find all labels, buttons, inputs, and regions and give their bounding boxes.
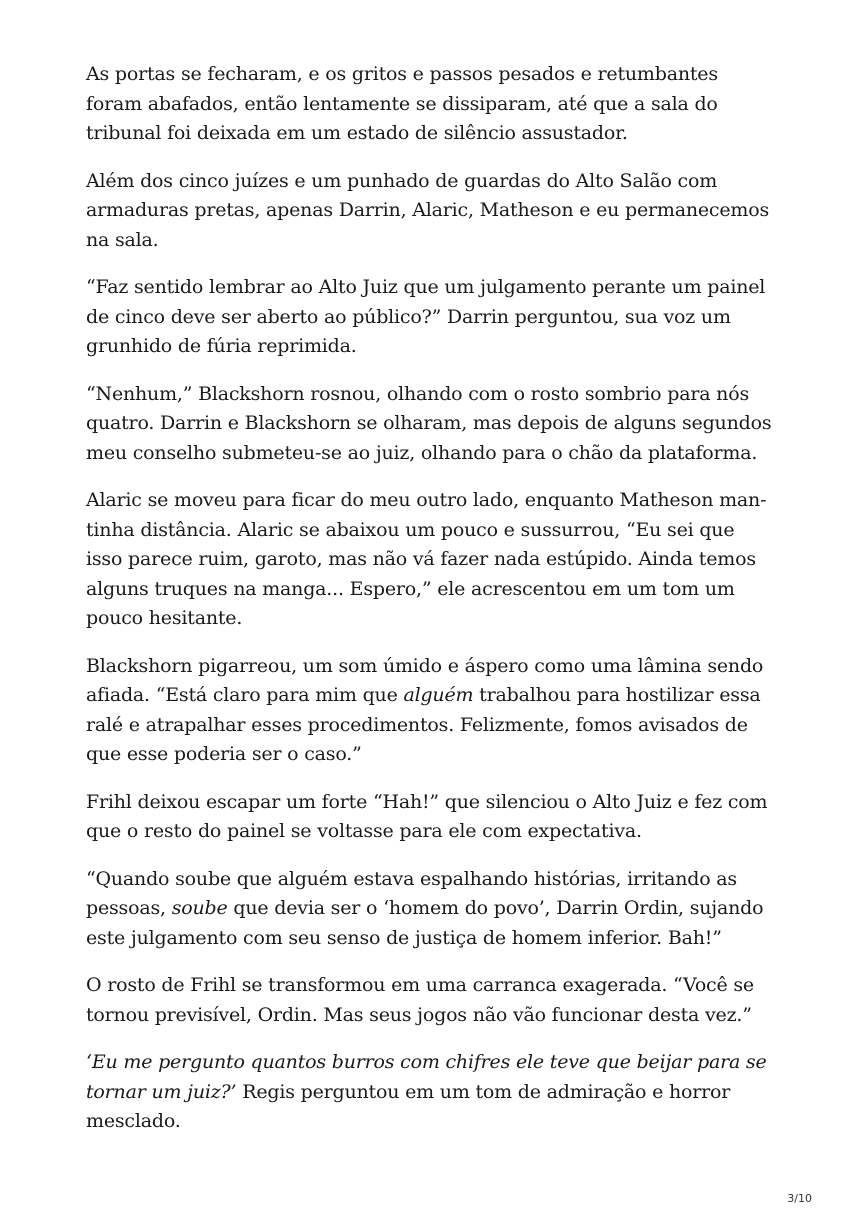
text-segment: Frihl deixou escapar um forte “Hah!” que silenciou o Alto Juiz e fez com que o resto do painel se voltasse para ele com expectativa. — [86, 790, 768, 842]
paragraph — [86, 1048, 776, 1137]
text-segment: “Nenhum,” Blackshorn rosnou, olhando com o rosto sombrio para nós quatro. Darrin e Blackshorn se olharam, mas depois de alguns segundos meu conselho submeteu-se ao juiz, olhando para o chão da plataforma. — [86, 382, 772, 464]
text-segment: “Quando soube que alguém estava espalhando histórias, irritando as pessoas, — [86, 867, 737, 919]
paragraph — [86, 652, 776, 770]
paragraph — [86, 60, 776, 149]
text-segment: Regis perguntou em um tom de admiração e horror mesclado. — [86, 1080, 731, 1132]
text-segment: trabalhou para hostilizar essa ralé e atrapalhar esses procedimentos. Felizmente, fomos avisados de que esse poderia ser o caso.” — [86, 684, 761, 765]
paragraph — [86, 486, 776, 634]
text-segment: Blackshorn pigarreou, um som úmido e áspero como uma lâmina sendo afiada. “Está claro para mim que — [86, 654, 764, 706]
text-segment: Além dos cinco juízes e um punhado de guardas do Alto Salão com armaduras pretas, apenas Darrin, Alaric, Matheson e eu permanecemos na sala. — [86, 169, 770, 251]
italic-text-segment: soube — [171, 897, 228, 919]
paragraph — [86, 273, 776, 362]
text-segment: As portas se fecharam, e os gritos e passos pesados e retumbantes foram abafados, então lentamente se dissiparam, até que a sala do tribunal foi deixada em um estado de silêncio assustador. — [86, 63, 718, 144]
italic-text-segment: alguém — [403, 684, 474, 706]
paragraph — [86, 167, 776, 256]
page-number: 3/10 — [787, 1192, 812, 1205]
text-segment: “Faz sentido lembrar ao Alto Juiz que um julgamento perante um painel de cinco deve ser aberto ao público?” Darrin perguntou, sua voz um grunhido de fúria reprimida. — [86, 276, 766, 357]
paragraph — [86, 971, 776, 1030]
text-segment: Alaric se moveu para ficar do meu outro lado, enquanto Matheson mantinha distância. Alaric se abaixou um pouco e sussurrou, “Eu sei que isso parece ruim, garoto, mas não vá fazer nada estúpido. Ainda temos alguns truques na manga... Espero,” ele acrescentou em um tom um pouco hesitante. — [86, 489, 767, 629]
text-segment: que devia ser o ‘homem do povo’, Darrin Ordin, sujando este julgamento com seu senso de justiça de homem inferior. Bah!” — [86, 897, 764, 949]
paragraph — [86, 865, 776, 954]
italic-text-segment: ‘Eu me pergunto quantos burros com chifres ele teve que beijar para se tornar um juiz?’ — [86, 1051, 767, 1103]
document-page — [86, 60, 776, 1155]
text-segment: O rosto de Frihl se transformou em uma carranca exagerada. “Você se tornou previsível, Ordin. Mas seus jogos não vão funcionar desta vez.” — [86, 974, 754, 1026]
paragraph — [86, 380, 776, 469]
paragraph — [86, 788, 776, 847]
